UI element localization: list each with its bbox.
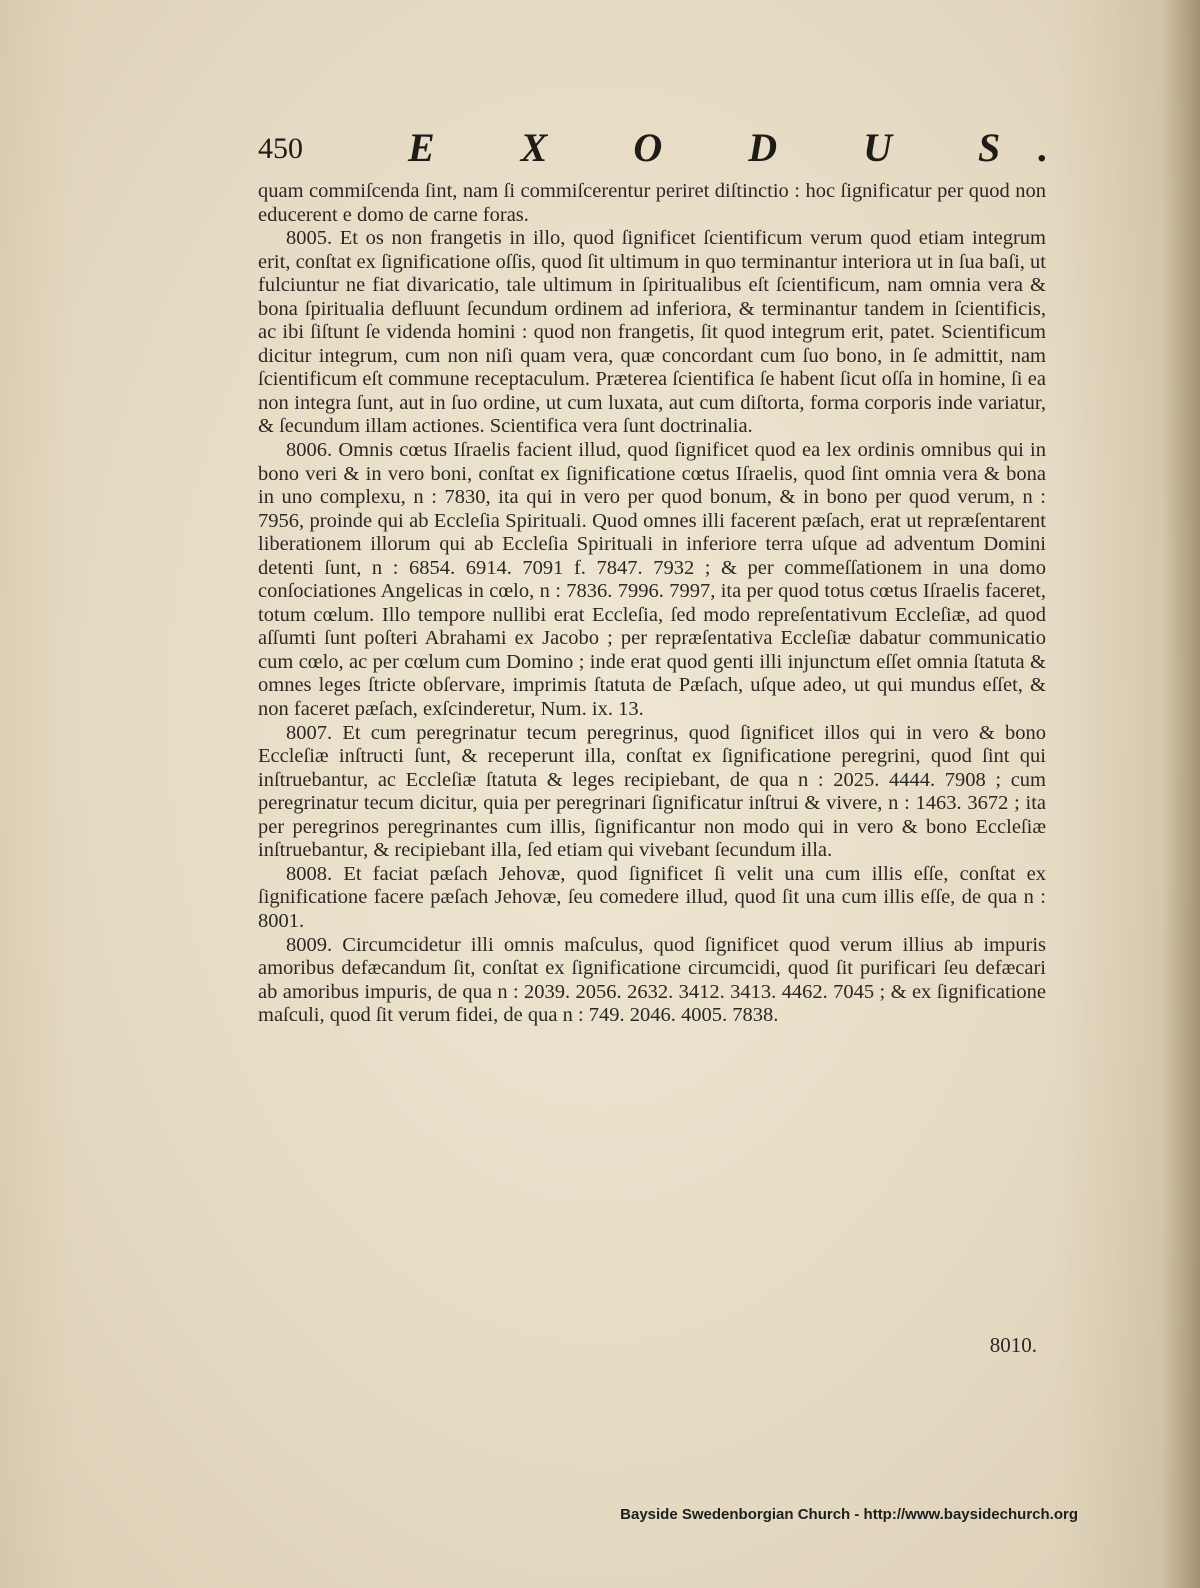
page-number: 450 [258, 132, 303, 165]
running-head [258, 124, 1087, 174]
watermark-credit: Bayside Swedenborgian Church - http://www.baysidechurch.org [620, 1506, 1078, 1523]
paragraph-8009: 8009. Circumcidetur illi omnis maſculus, quod ſignificet quod verum illius ab impuris amoribus defæcandum ſit, conſtat ex ſignificatione circumcidi, quod ſit purificari ſeu defæcari ab amoribus impuris, de qua n : 2039. 2056. 2632. 3412. 3413. 4462. 7045 ; & ex ſignificatione maſculi, quod ſit verum fidei, de qua n : 749. 2046. 4005. 7838. [258, 933, 1046, 1027]
book-title: E X O D U S. [408, 125, 1087, 170]
page-edge-shadow [1162, 0, 1200, 1588]
text-block [258, 180, 1046, 1028]
paragraph-8008: 8008. Et faciat pæſach Jehovæ, quod ſignificet ſi velit una cum illis eſſe, conſtat ex ſignificatione facere pæſach Jehovæ, ſeu comedere illud, quod ſit una cum illis eſſe, de qua n : 8001. [258, 862, 1046, 932]
paragraph-8005: 8005. Et os non frangetis in illo, quod ſignificet ſcientificum verum quod etiam integrum erit, conſtat ex ſignificatione oſſis, quod ſit ultimum in quo terminantur interiora ut in ſua baſi, ut fulciuntur ne fiat divaricatio, tale ultimum in ſpiritualibus eſt ſcientificum, nam omnia vera & bona ſpiritualia defluunt ſecundum ordinem ad inferiora, & terminantur tandem in ſcientificis, ac ibi ſiſtunt ſe videnda homini : quod non frangetis, ſit quod integrum erit, patet. Scientificum dicitur integrum, cum non niſi quam vera, quæ concordant cum ſuo bono, in ſe admittit, nam ſcientificum eſt commune receptaculum. Præterea ſcientifica ſe habent ſicut oſſa in homine, ſi ea non integra ſunt, aut in ſuo ordine, ut cum luxata, aut cum diſtorta, forma corporis inde variatur, & ſecundum illam actiones. Scientifica vera ſunt doctrinalia. [258, 227, 1046, 438]
catchword: 8010. [989, 1333, 1037, 1357]
paragraph-8006: 8006. Omnis cœtus Iſraelis facient illud, quod ſignificet quod ea lex ordinis omnibus qui in bono veri & in vero boni, conſtat ex ſignificatione cœtus Iſraelis, quod ſint omnia vera & bona in uno complexu, n : 7830, ita qui in vero per quod bonum, & in bono per quod verum, n : 7956, proinde qui ab Eccleſia Spirituali. Quod omnes illi facerent pæſach, erat ut repræſentarent liberationem illorum qui ab Eccleſia Spirituali in inferiore terra uſque ad adventum Domini detenti ſunt, n : 6854. 6914. 7091 f. 7847. 7932 ; & per commeſſationem in una domo conſociationes Angelicas in cœlo, n : 7836. 7996. 7997, ita per quod totus cœtus Iſraelis faceret, totum cœlum. Illo tempore nullibi erat Eccleſia, ſed modo repreſentativum Eccleſiæ, ad quod aſſumti ſunt poſteri Abrahami ex Jacobo ; per repræſentativa Eccleſiæ dabatur communicatio cum cœlo, ac per cœlum cum Domino ; inde erat quod genti illi injunctum eſſet omnia ſtatuta & omnes leges ſtricte obſervare, imprimis ſtatuta de Pæſach, uſque adeo, ut qui mundus eſſet, & non faceret pæſach, exſcinderetur, Num. ix. 13. [258, 439, 1046, 721]
paragraph-8007: 8007. Et cum peregrinatur tecum peregrinus, quod ſignificet illos qui in vero & bono Eccleſiæ inſtructi ſunt, & receperunt illa, conſtat ex ſignificatione peregrini, quod ſint qui inſtruebantur, ac Eccleſiæ ſtatuta & leges recipiebant, de qua n : 2025. 4444. 7908 ; cum peregrinatur tecum dicitur, quia per peregrinari ſignificatur inſtrui & vivere, n : 1463. 3672 ; ita per peregrinos peregrinantes cum illis, ſignificantur non modo qui in vero & bono Eccleſiæ inſtruebantur, & recipiebant illa, ſed etiam qui vivebant ſecundum illa. [258, 721, 1046, 862]
paragraph-continuation: quam commiſcenda ſint, nam ſi commiſcerentur periret diſtinctio : hoc ſignificatur per quod non educerent e domo de carne foras. [258, 180, 1046, 226]
